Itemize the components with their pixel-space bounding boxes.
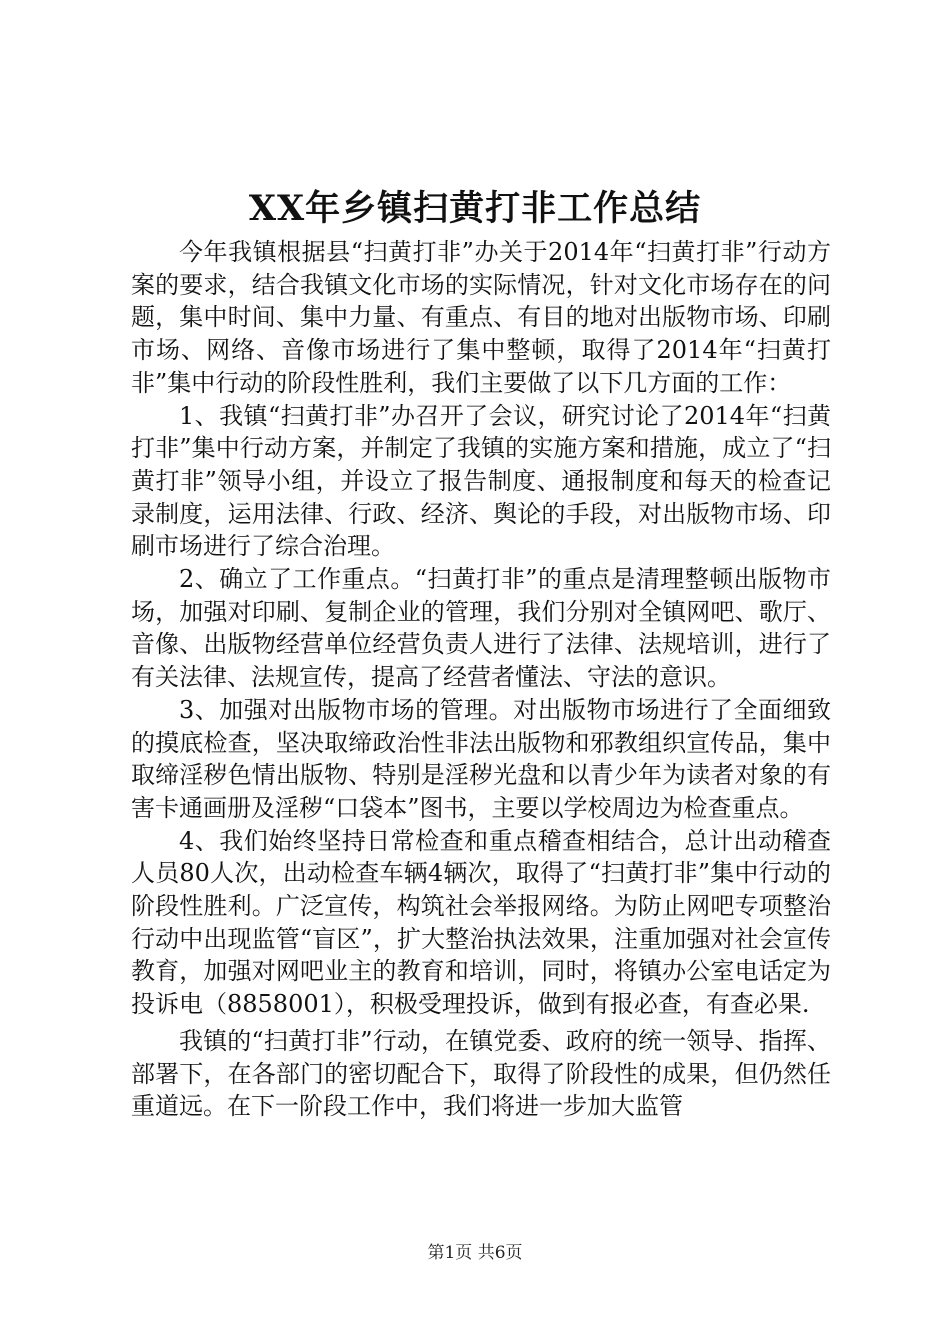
document-title: XX年乡镇扫黄打非工作总结	[248, 188, 702, 229]
page-footer: 第1页 共6页	[427, 1243, 523, 1263]
intro-paragraph: 今年我镇根据县“扫黄打非”办关于2014年“扫黄打非”行动方案的要求，结合我镇文化市场的实际情况，针对文化市场存在的问题，集中时间、集中力量、有重点、有目的地对出版物市场、印刷市场、网络、音像市场进行了集中整顿，取得了2014年“扫黄打非”集中行动的阶段性胜利，我们主要做了以下几方面的工作：	[131, 238, 831, 397]
closing-paragraph: 我镇的“扫黄打非”行动，在镇党委、政府的统一领导、指挥、部署下，在各部门的密切配合下，取得了阶段性的成果，但仍然任重道远。在下一阶段工作中，我们将进一步加大监管	[131, 1026, 831, 1121]
item-1-paragraph: 1、我镇“扫黄打非”办召开了会议，研究讨论了2014年“扫黄打非”集中行动方案，并制定了我镇的实施方案和措施，成立了“扫黄打非”领导小组，并设立了报告制度、通报制度和每天的检查记录制度，运用法律、行政、经济、舆论的手段，对出版物市场、印刷市场进行了综合治理。	[131, 401, 831, 561]
item-3-paragraph: 3、加强对出版物市场的管理。对出版物市场进行了全面细致的摸底检查，坚决取缔政治性非法出版物和邪教组织宣传品，集中取缔淫秽色情出版物、特别是淫秽光盘和以青少年为读者对象的有害卡通画册及淫秽“口袋本”图书，主要以学校周边为检查重点。	[131, 695, 831, 822]
item-4-paragraph: 4、我们始终坚持日常检查和重点稽查相结合，总计出动稽查人员80人次，出动检查车辆4辆次，取得了“扫黄打非”集中行动的阶段性胜利。广泛宣传，构筑社会举报网络。为防止网吧专项整治行动中出现监管“盲区”，扩大整治执法效果，注重加强对社会宣传教育，加强对网吧业主的教育和培训，同时，将镇办公室电话定为投诉电（8858001），积极受理投诉，做到有报必查，有查必果.	[131, 826, 831, 1019]
item-2-paragraph: 2、确立了工作重点。“扫黄打非”的重点是清理整顿出版物市场，加强对印刷、复制企业的管理，我们分别对全镇网吧、歌厅、音像、出版物经营单位经营负责人进行了法律、法规培训，进行了有关法律、法规宣传，提高了经营者懂法、守法的意识。	[131, 565, 831, 692]
document-body	[131, 236, 831, 1123]
